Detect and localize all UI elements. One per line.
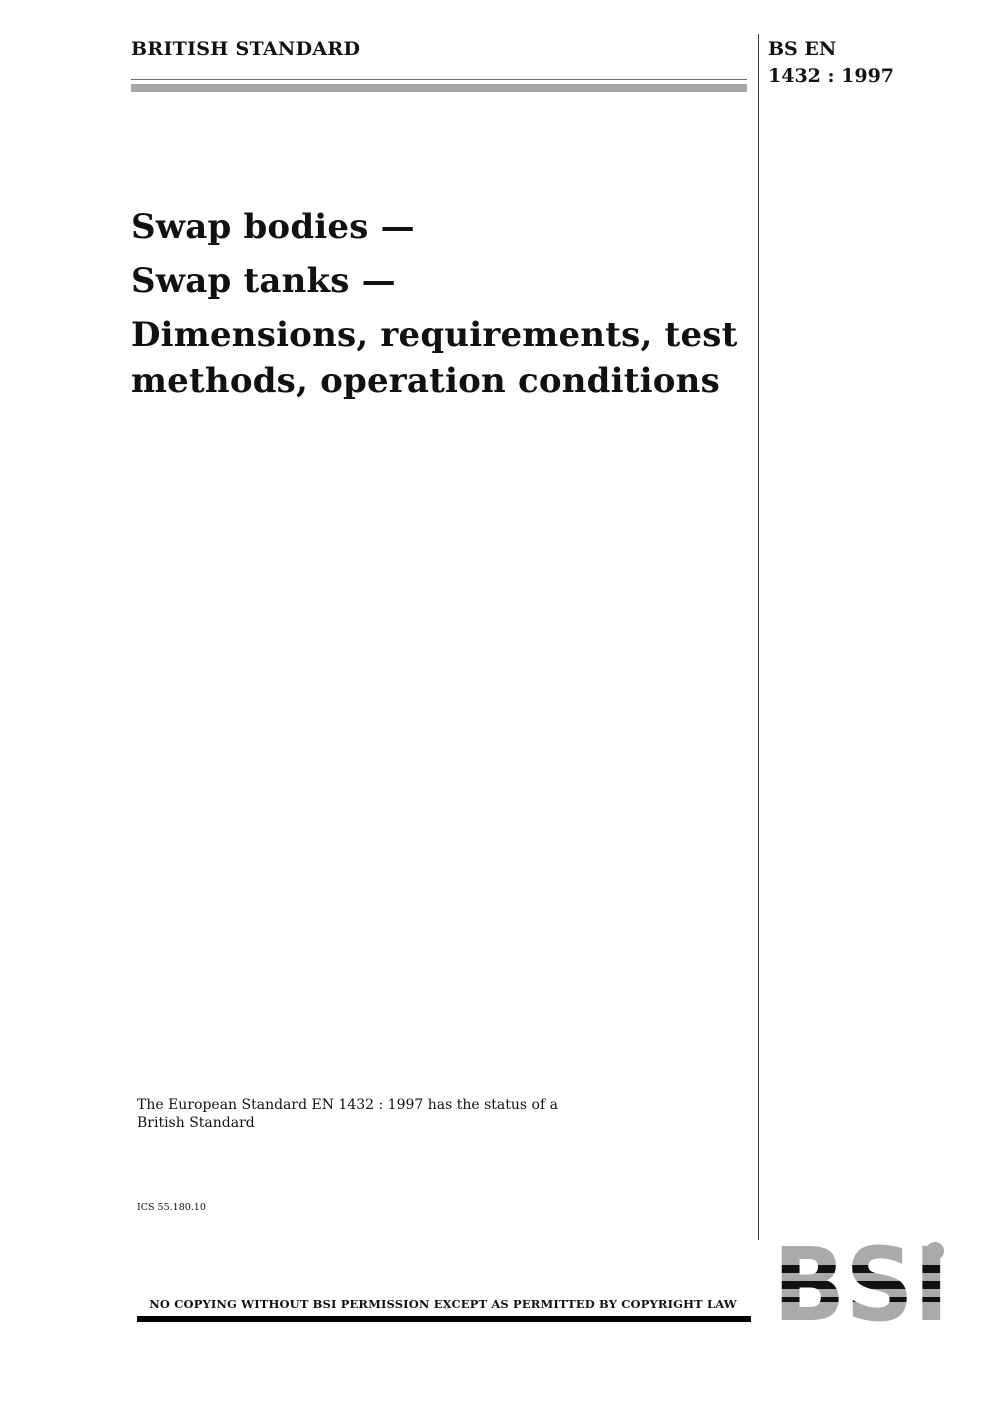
header-label: BRITISH STANDARD [131, 38, 361, 60]
standard-number-line2: 1432 : 1997 [768, 65, 895, 87]
vertical-divider [758, 34, 759, 1240]
status-note-line2: British Standard [137, 1115, 255, 1131]
footer-rule [137, 1316, 751, 1322]
standard-number-line1: BS EN [768, 38, 837, 60]
title-line-4: methods, operation conditions [131, 361, 720, 401]
standard-number [768, 36, 894, 90]
title-line-2: Swap tanks — [131, 261, 396, 301]
bsi-logo [773, 1242, 949, 1322]
ics-code: ICS 55.180.10 [137, 1202, 206, 1213]
title-line-3: Dimensions, requirements, test [131, 315, 738, 355]
copyright-notice: NO COPYING WITHOUT BSI PERMISSION EXCEPT AS PERMITTED BY COPYRIGHT LAW [149, 1297, 737, 1311]
status-note-line1: The European Standard EN 1432 : 1997 has the status of a [137, 1097, 558, 1113]
title-line-1: Swap bodies — [131, 207, 415, 247]
status-note [137, 1096, 587, 1132]
document-title [131, 204, 751, 404]
header-rule-thin [131, 79, 747, 80]
header-rule-grey [131, 84, 747, 92]
